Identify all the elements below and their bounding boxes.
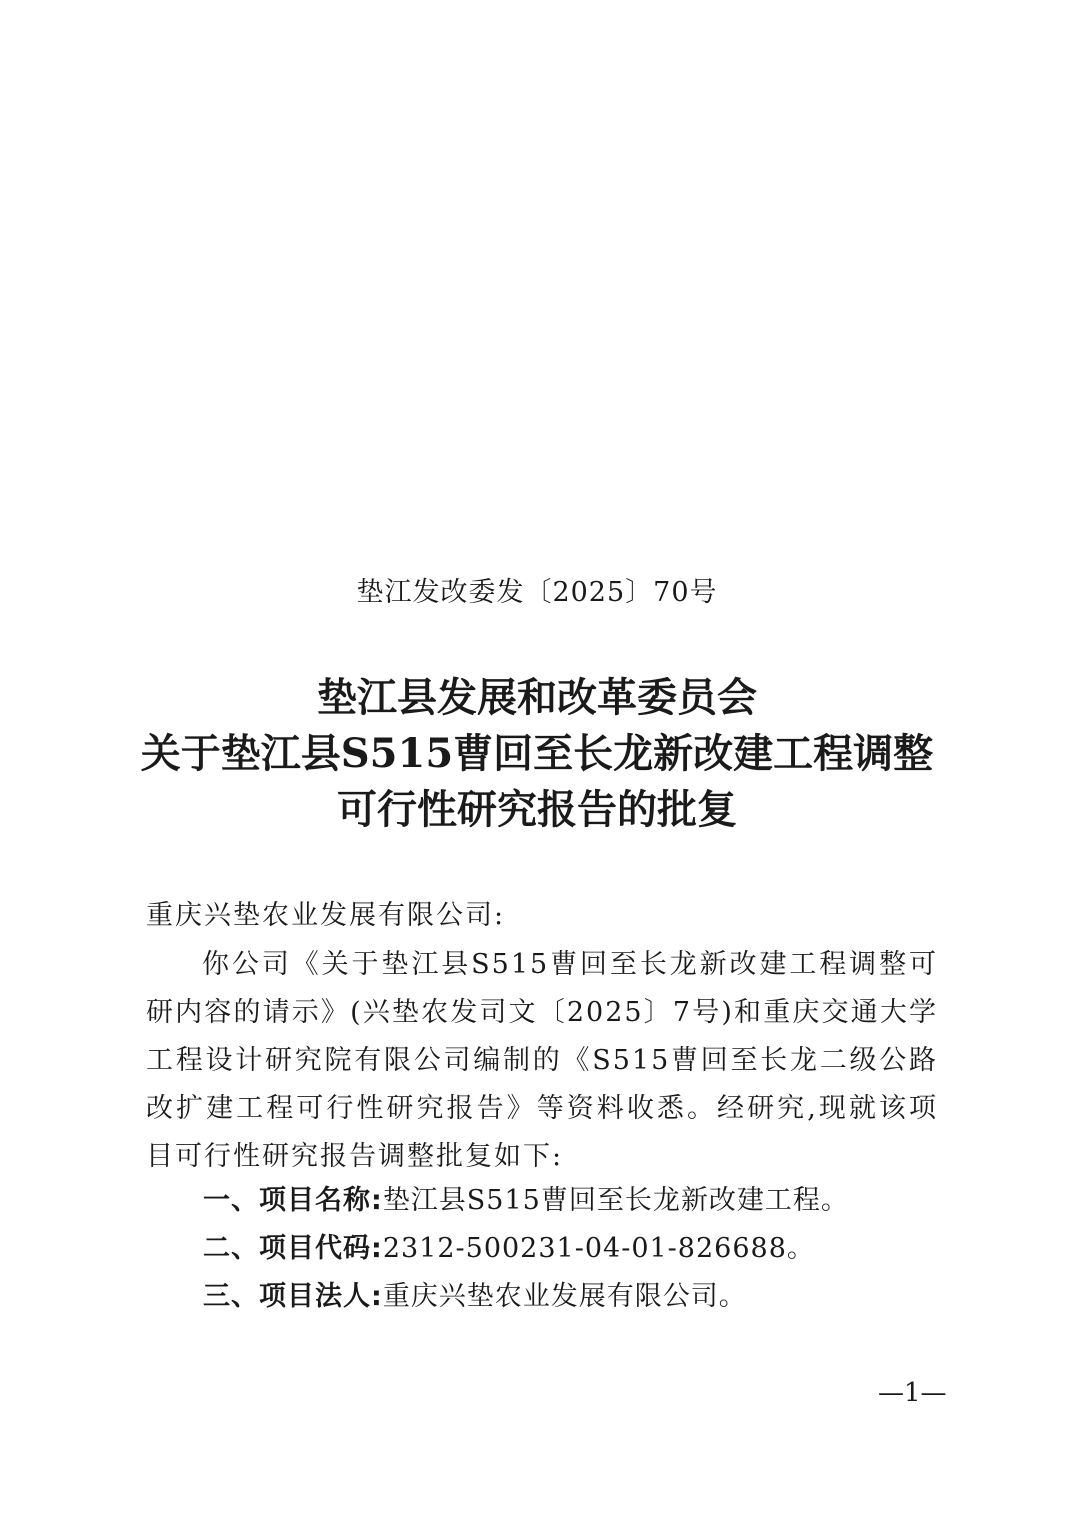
item-label: 一、项目名称:	[203, 1185, 383, 1216]
addressee: 重庆兴垫农业发展有限公司:	[146, 900, 506, 931]
item-value: 重庆兴垫农业发展有限公司。	[382, 1281, 747, 1312]
item-project-name	[203, 1178, 849, 1217]
body-paragraph: 你公司《关于垫江县S515曹回至长龙新改建工程调整可研内容的请示》(兴垫农发司文〔2025〕7号)和重庆交通大学工程设计研究院有限公司编制的《S515曹回至长龙二级公路改扩建工程可行性研究报告》等资料收悉。经研究,现就该项目可行性研究报告调整批复如下:	[146, 949, 938, 1172]
document-title	[0, 670, 1074, 838]
title-line-3: 可行性研究报告的批复	[337, 786, 737, 833]
document-number: 垫江发改委发〔2025〕70号	[356, 577, 718, 608]
page-number: —1—	[878, 1378, 947, 1408]
item-project-legal-person	[203, 1274, 747, 1313]
item-label: 二、项目代码:	[203, 1233, 383, 1264]
item-project-code	[203, 1226, 815, 1265]
title-line-1: 垫江县发展和改革委员会	[317, 674, 757, 721]
item-label: 三、项目法人:	[203, 1281, 383, 1312]
item-value: 2312-500231-04-01-826688。	[382, 1233, 815, 1264]
item-value: 垫江县S515曹回至长龙新改建工程。	[382, 1185, 849, 1216]
title-line-2: 关于垫江县S515曹回至长龙新改建工程调整	[140, 730, 934, 777]
